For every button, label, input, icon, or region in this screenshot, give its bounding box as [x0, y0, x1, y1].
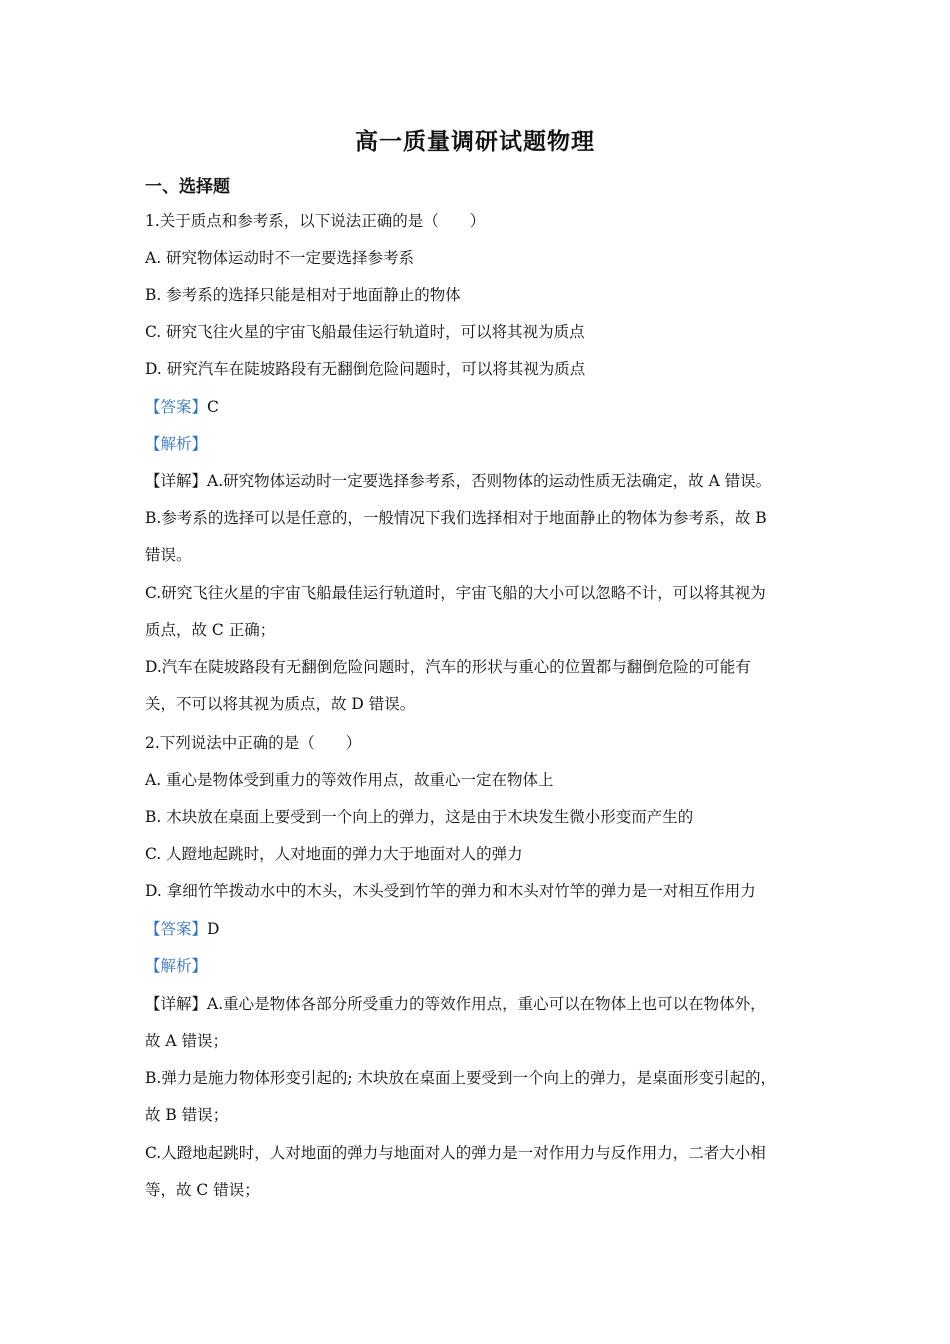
question-2-option-a: A. 重心是物体受到重力的等效作用点，故重心一定在物体上 [145, 771, 554, 789]
question-1-detail-3: 错误。 [145, 546, 192, 564]
question-1-option-a: A. 研究物体运动时不一定要选择参考系 [145, 249, 415, 267]
answer-value: D [207, 920, 220, 938]
detail-tag: 【详解】 [145, 472, 208, 490]
question-2-detail-2: 故 A 错误； [145, 1032, 229, 1050]
detail-tag: 【详解】 [145, 995, 208, 1013]
answer-tag: 【答案】 [145, 920, 208, 938]
page-title: 高一质量调研试题物理 [355, 128, 595, 155]
question-1-detail-7: 关，不可以将其视为质点，故 D 错误。 [145, 695, 416, 713]
answer-value: C [207, 398, 219, 416]
question-1-detail-1 [145, 470, 771, 492]
question-1-detail-4: C.研究飞往火星的宇宙飞船最佳运行轨道时，宇宙飞船的大小可以忽略不计，可以将其视为 [145, 584, 766, 602]
answer-tag: 【答案】 [145, 398, 208, 416]
question-1-option-c: C. 研究飞往火星的宇宙飞船最佳运行轨道时，可以将其视为质点 [145, 323, 585, 341]
question-1-option-d: D. 研究汽车在陡坡路段有无翻倒危险问题时，可以将其视为质点 [145, 360, 586, 378]
question-2-detail-3: B.弹力是施力物体形变引起的; 木块放在桌面上要受到一个向上的弹力，是桌面形变引起的， [145, 1069, 776, 1087]
question-1-detail-6: D.汽车在陡坡路段有无翻倒危险问题时，汽车的形状与重心的位置都与翻倒危险的可能有 [145, 658, 751, 676]
detail-text: A.研究物体运动时一定要选择参考系，否则物体的运动性质无法确定，故 A 错误。 [207, 472, 772, 490]
section-heading: 一、选择题 [145, 177, 230, 197]
question-2-detail-6: 等，故 C 错误； [145, 1181, 260, 1199]
question-2-stem: 2.下列说法中正确的是（ ） [145, 734, 362, 752]
question-2-answer-line [145, 918, 219, 940]
question-2-detail-4: 故 B 错误； [145, 1106, 229, 1124]
analysis-tag: 【解析】 [145, 957, 208, 975]
question-2-detail-5: C.人蹬地起跳时，人对地面的弹力与地面对人的弹力是一对作用力与反作用力，二者大小相 [145, 1144, 766, 1162]
question-1-detail-2: B.参考系的选择可以是任意的，一般情况下我们选择相对于地面静止的物体为参考系，故 B [145, 509, 767, 527]
question-1-answer-line [145, 396, 219, 418]
question-1-detail-5: 质点，故 C 正确； [145, 621, 276, 639]
question-2-option-d: D. 拿细竹竿拨动水中的木头，木头受到竹竿的弹力和木头对竹竿的弹力是一对相互作用力 [145, 882, 756, 900]
question-2-option-c: C. 人蹬地起跳时，人对地面的弹力大于地面对人的弹力 [145, 845, 523, 863]
question-1-option-b: B. 参考系的选择只能是相对于地面静止的物体 [145, 286, 461, 304]
analysis-tag: 【解析】 [145, 435, 208, 453]
question-1-stem: 1.关于质点和参考系，以下说法正确的是（ ） [145, 212, 486, 230]
question-2-option-b: B. 木块放在桌面上要受到一个向上的弹力，这是由于木块发生微小形变而产生的 [145, 808, 694, 826]
detail-text: A.重心是物体各部分所受重力的等效作用点，重心可以在物体上也可以在物体外， [207, 995, 766, 1013]
question-2-detail-1 [145, 993, 766, 1015]
